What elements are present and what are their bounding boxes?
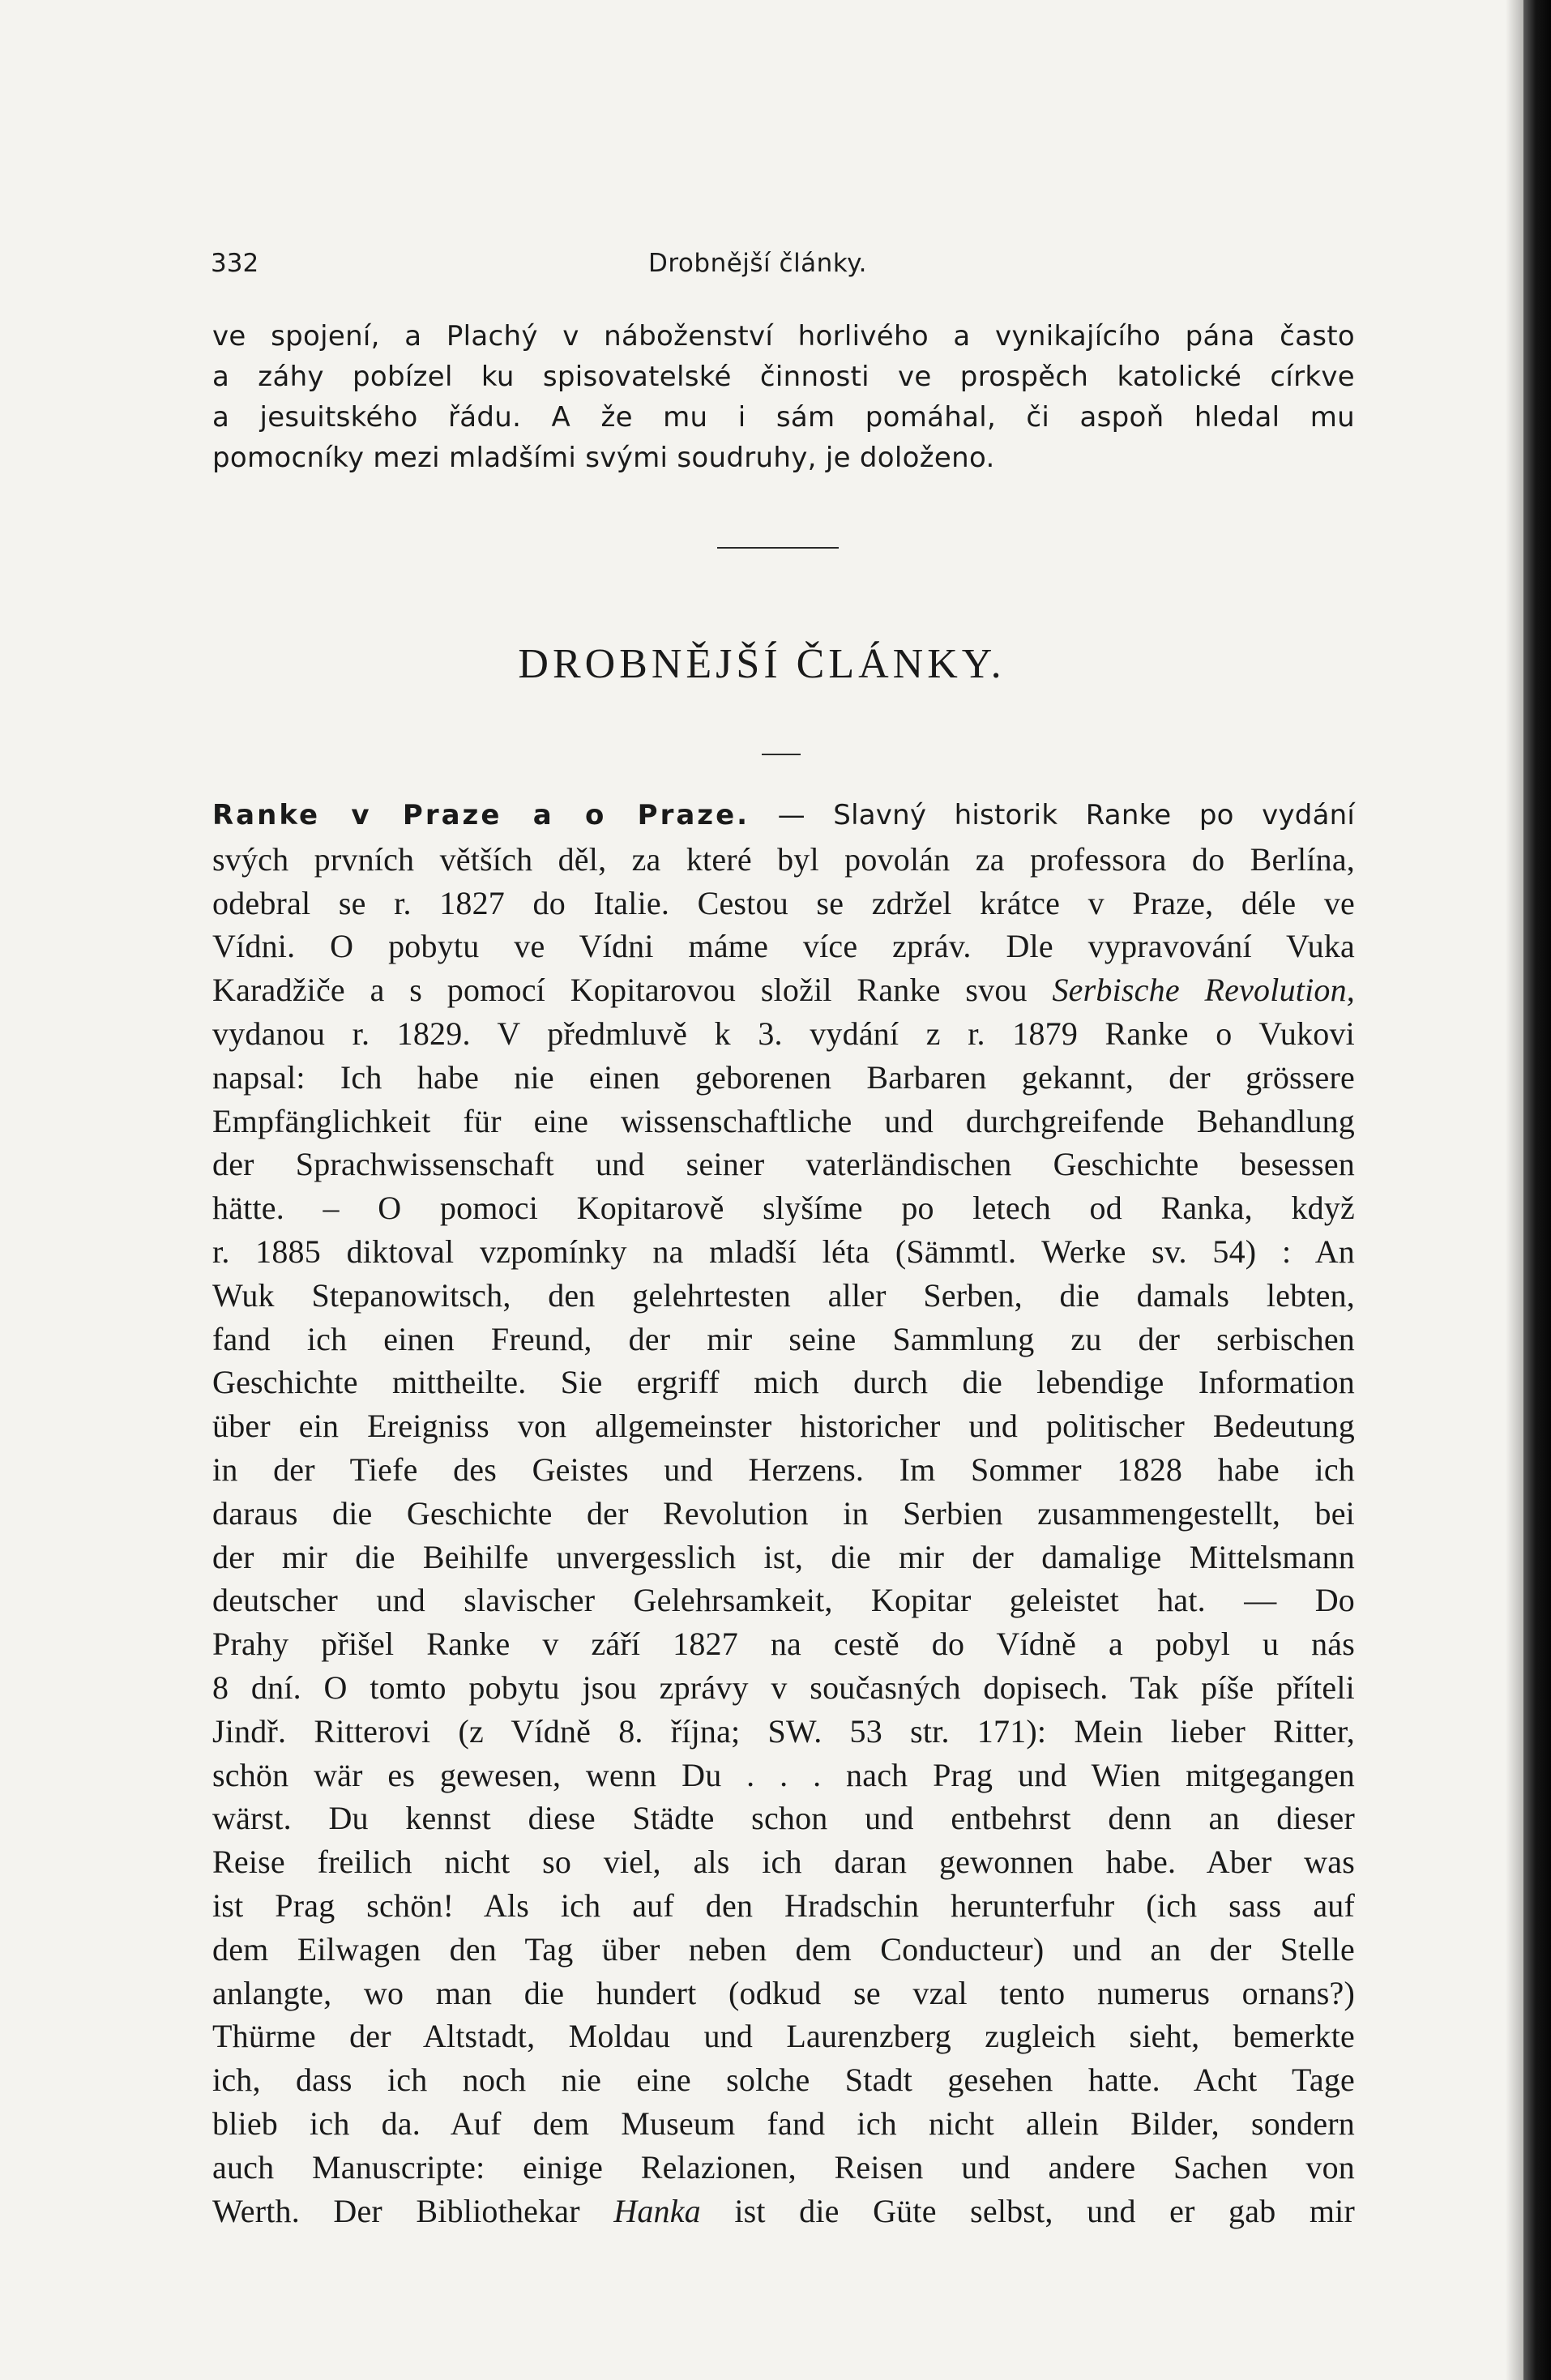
- article-ranke: [212, 794, 1355, 2233]
- article-last-line: [212, 2190, 1355, 2233]
- article-first-line-text: — Slavný historik Ranke po vydání: [777, 799, 1356, 831]
- article-heading: Ranke v Praze a o Praze.: [212, 799, 750, 831]
- intro-line: a záhy pobízel ku spisovatelské činnosti ve prospěch katolické církve: [212, 361, 1355, 393]
- article-line: blieb ich da. Auf dem Museum fand ich nicht allein Bilder, sondern: [212, 2104, 1355, 2142]
- article-line: napsal: Ich habe nie einen geborenen Barbaren gekannt, der grössere: [212, 1058, 1355, 1096]
- article-line: anlangte, wo man die hundert (odkud se vzal tento numerus ornans?): [212, 1974, 1355, 2011]
- article-line: fand ich einen Freund, der mir seine Sammlung zu der serbischen: [212, 1320, 1355, 1357]
- title-underline-rule: [762, 754, 801, 755]
- intro-paragraph: [212, 316, 1355, 478]
- article-line: Vídni. O pobytu ve Vídni máme více zpráv. Dle vypravování Vuka: [212, 928, 1355, 965]
- article-line-text: Karadžiče a s pomocí Kopitarovou složil Ranke svou: [212, 972, 1028, 1009]
- page-header: [0, 239, 1523, 288]
- intro-line: ve spojení, a Plachý v náboženství horlivého a vynikajícího pána často: [212, 320, 1355, 353]
- article-line: r. 1885 diktoval vzpomínky na mladší léta (Sämmtl. Werke sv. 54) : An: [212, 1233, 1355, 1270]
- article-first-line: [212, 794, 1355, 838]
- article-line: auch Manuscripte: einige Relazionen, Reisen und andere Sachen von: [212, 2148, 1355, 2186]
- article-line: 8 dní. O tomto pobytu jsou zprávy v současných dopisech. Tak píše příteli: [212, 1669, 1355, 1706]
- scan-border: [1523, 0, 1551, 2380]
- article-line: Empfänglichkeit für eine wissenschaftliche und durchgreifende Behandlung: [212, 1102, 1355, 1139]
- section-divider-rule: [717, 547, 839, 549]
- article-line-text: ist die Güte selbst, und er gab mir: [734, 2192, 1356, 2229]
- article-line: Wuk Stepanowitsch, den gelehrtesten aller Serben, die damals lebten,: [212, 1276, 1355, 1314]
- article-line: dem Eilwagen den Tag über neben dem Conducteur) und an der Stelle: [212, 1930, 1355, 1968]
- article-line: hätte. – O pomoci Kopitarově slyšíme po letech od Ranka, když: [212, 1190, 1355, 1227]
- article-line: der Sprachwissenschaft und seiner vaterländischen Geschichte besessen: [212, 1146, 1355, 1183]
- article-line: Geschichte mittheilte. Sie ergriff mich durch die lebendige Information: [212, 1364, 1355, 1401]
- page-edge-shadow: [1506, 0, 1523, 2380]
- article-line: daraus die Geschichte der Revolution in Serbien zusammengestellt, bei: [212, 1494, 1355, 1532]
- page-number: 332: [211, 249, 259, 278]
- article-line: svých prvních větších děl, za které byl povolán za professora do Berlína,: [212, 840, 1355, 878]
- article-line: der mir die Beihilfe unvergesslich ist, die mir der damalige Mittelsmann: [212, 1538, 1355, 1575]
- article-line: ist Prag schön! Als ich auf den Hradschin herunterfuhr (ich sass auf: [212, 1886, 1355, 1924]
- book-title-serbische-revolution: Serbische Revolution,: [1052, 972, 1355, 1009]
- article-line: deutscher und slavischer Gelehrsamkeit, Kopitar geleistet hat. — Do: [212, 1582, 1355, 1619]
- running-head: Drobnější články.: [648, 249, 867, 278]
- article-line: odebral se r. 1827 do Italie. Cestou se zdržel krátce v Praze, déle ve: [212, 884, 1355, 921]
- article-line: vydanou r. 1829. V předmluvě k 3. vydání z r. 1879 Ranke o Vukovi: [212, 1015, 1355, 1052]
- article-line: Prahy přišel Ranke v září 1827 na cestě do Vídně a pobyl u nás: [212, 1626, 1355, 1663]
- article-line: Reise freilich nicht so viel, als ich daran gewonnen habe. Aber was: [212, 1844, 1355, 1881]
- article-line: Jindř. Ritterovi (z Vídně 8. října; SW. 53 str. 171): Mein lieber Ritter,: [212, 1712, 1355, 1750]
- intro-line: a jesuitského řádu. A že mu i sám pomáhal, či aspoň hledal mu: [212, 401, 1355, 434]
- article-line: in der Tiefe des Geistes und Herzens. Im Sommer 1828 habe ich: [212, 1451, 1355, 1488]
- article-line: Thürme der Altstadt, Moldau und Laurenzberg zugleich sieht, bemerkte: [212, 2018, 1355, 2055]
- article-line: über ein Ereigniss von allgemeinster historicher und politischer Bedeutung: [212, 1408, 1355, 1445]
- name-hanka: Hanka: [613, 2192, 701, 2229]
- article-line: schön wär es gewesen, wenn Du . . . nach Prag und Wien mitgegangen: [212, 1756, 1355, 1793]
- article-line: [212, 968, 1355, 1012]
- section-title: DROBNĚJŠÍ ČLÁNKY.: [518, 641, 1006, 687]
- article-line-text: Werth. Der Bibliothekar: [212, 2192, 580, 2229]
- intro-line: pomocníky mezi mladšími svými soudruhy, je doloženo.: [212, 442, 995, 474]
- article-line: wärst. Du kennst diese Städte schon und entbehrst denn an dieser: [212, 1800, 1355, 1837]
- article-line: ich, dass ich noch nie eine solche Stadt gesehen hatte. Acht Tage: [212, 2062, 1355, 2099]
